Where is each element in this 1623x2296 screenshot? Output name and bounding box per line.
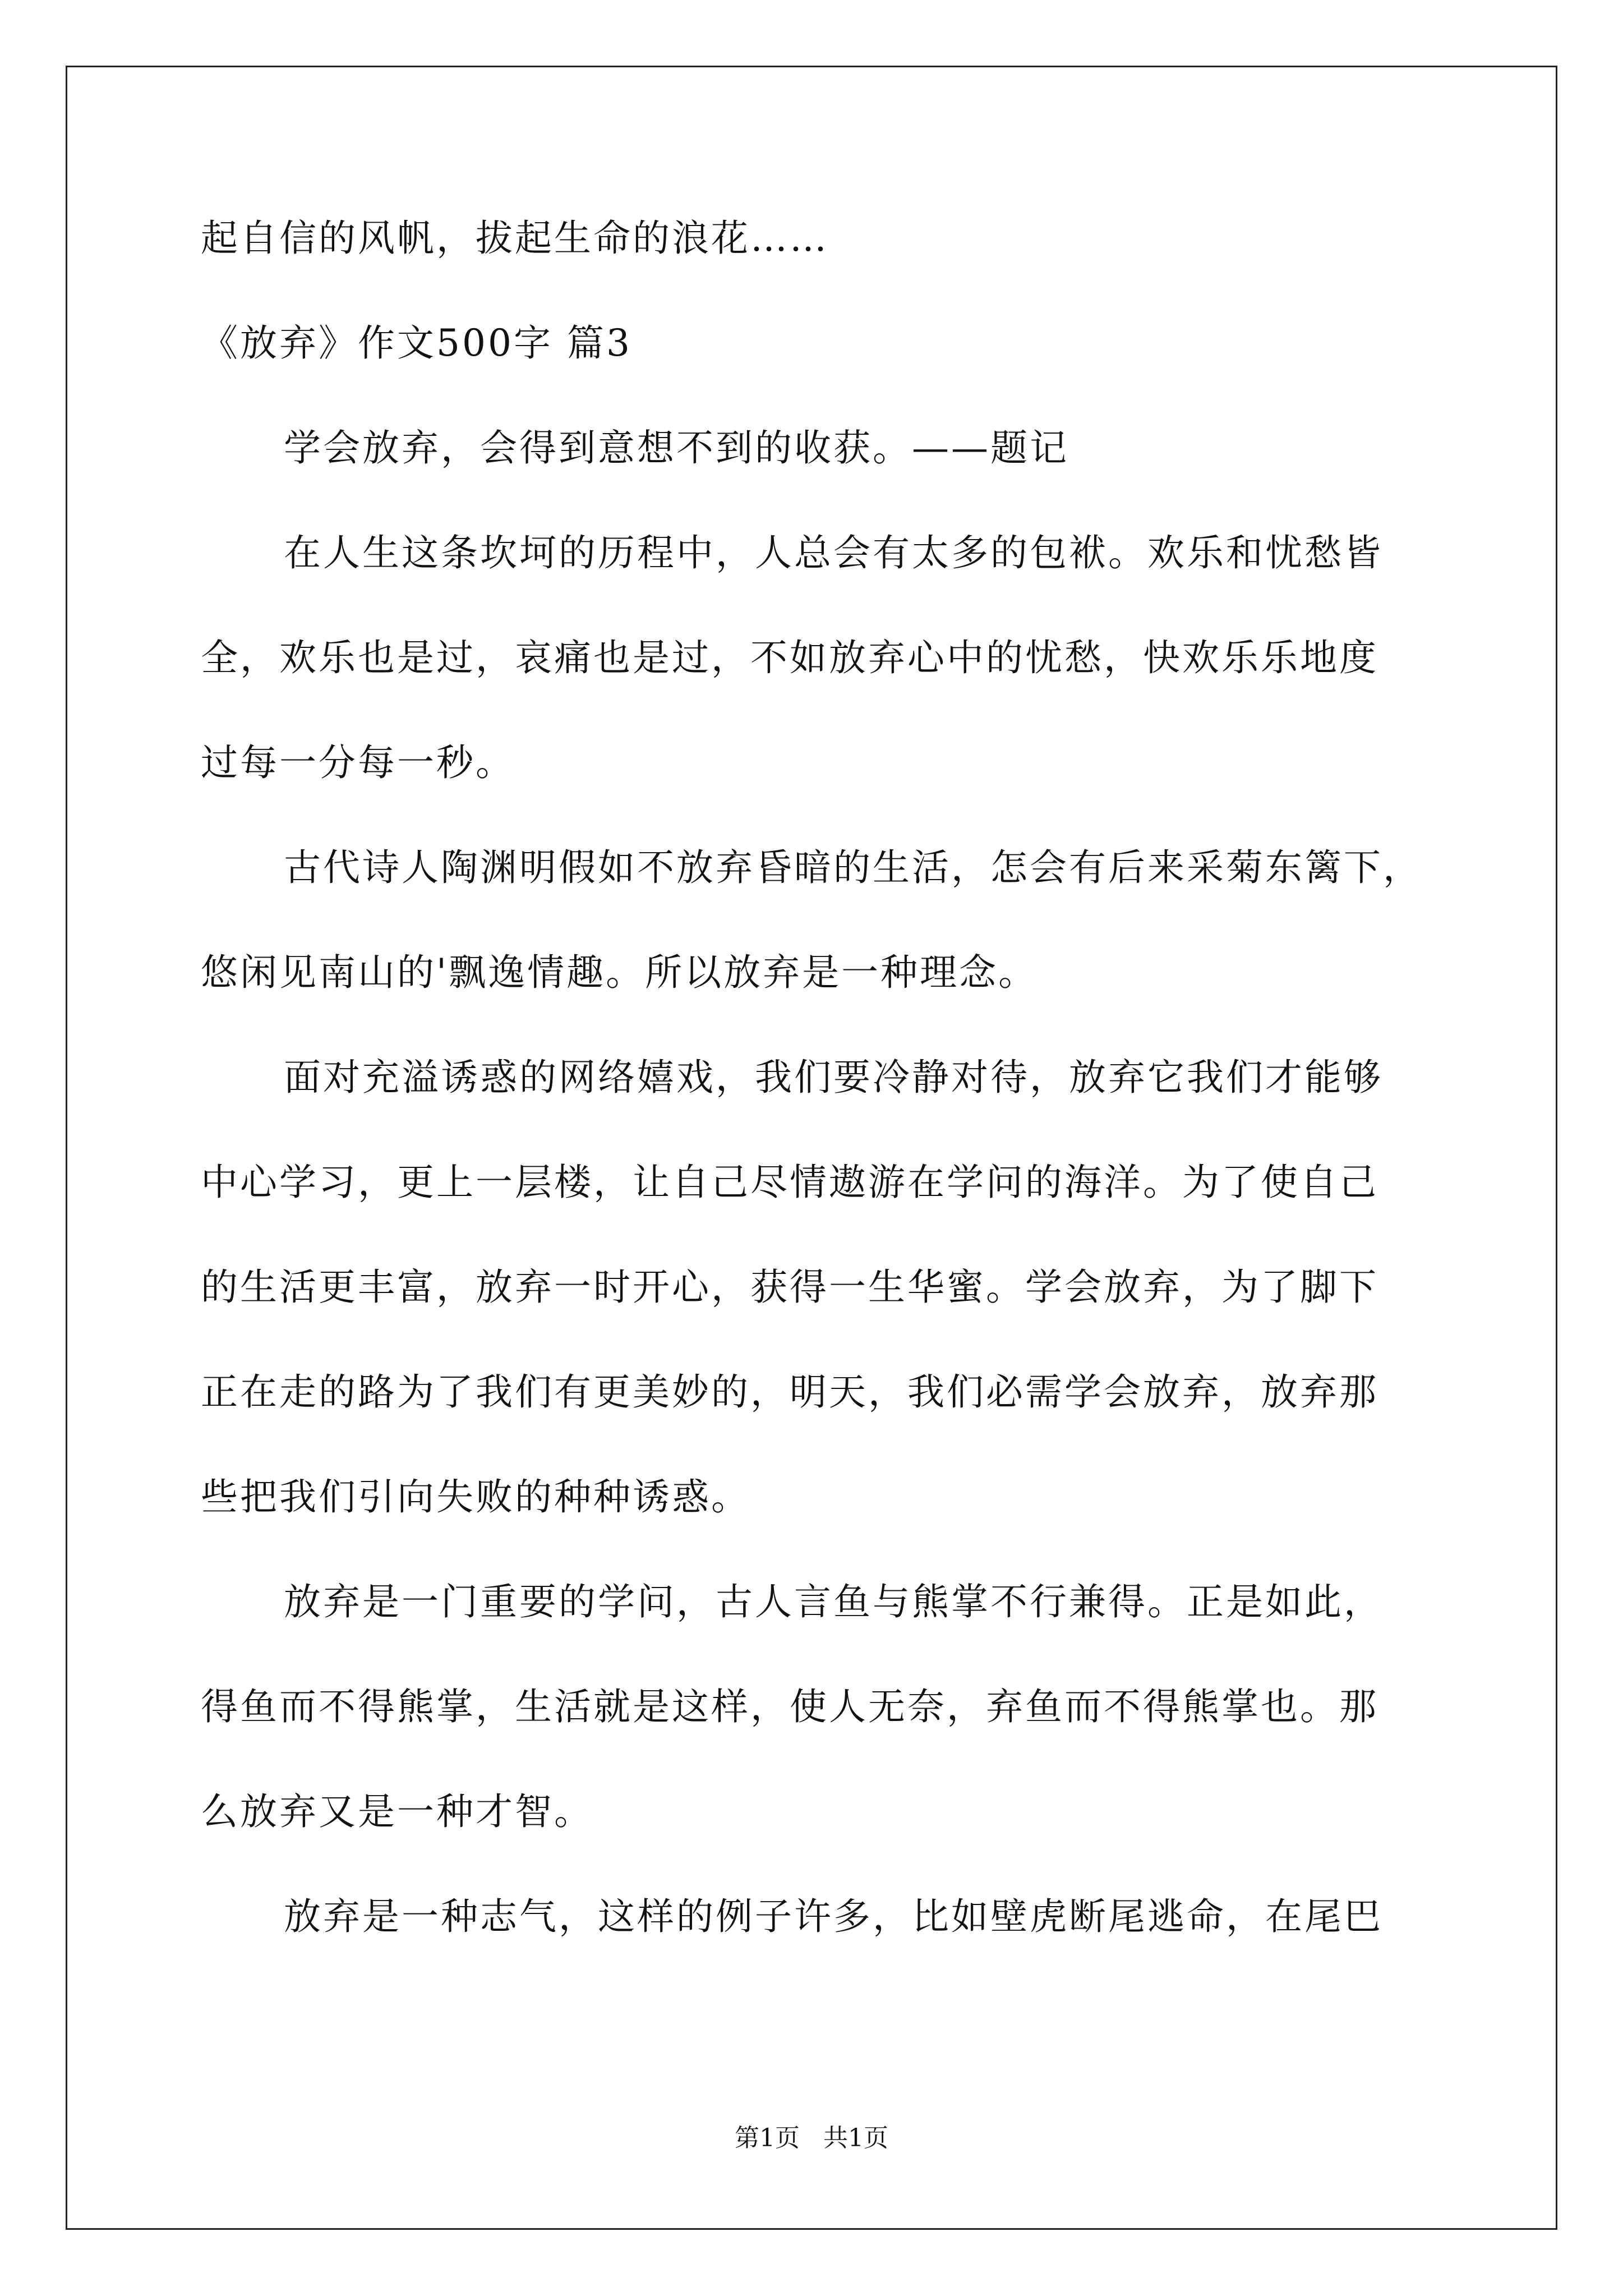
- text-line: 些把我们引向失败的种种诱惑。: [201, 1475, 750, 1519]
- text-line: 起自信的风帆，拔起生命的浪花……: [201, 217, 829, 260]
- text-line: 全，欢乐也是过，哀痛也是过，不如放弃心中的忧愁，快欢乐乐地度: [201, 636, 1378, 679]
- epigraph-line: 学会放弃，会得到意想不到的收获。——题记: [284, 426, 1069, 470]
- text-line: 的生活更丰富，放弃一时开心，获得一生华蜜。学会放弃，为了脚下: [201, 1266, 1378, 1309]
- text-line: 在人生这条坎坷的历程中，人总会有太多的包袱。欢乐和忧愁皆: [284, 531, 1383, 574]
- text-line: 古代诗人陶渊明假如不放弃昏暗的生活，怎会有后来采菊东篱下，: [284, 846, 1422, 889]
- text-line: 过每一分每一秒。: [201, 741, 515, 784]
- page-number-footer: 第1页 共1页: [735, 2124, 888, 2152]
- text-line: 正在走的路为了我们有更美妙的，明天，我们必需学会放弃，放弃那: [201, 1370, 1378, 1414]
- text-line: 放弃是一种志气，这样的例子许多，比如壁虎断尾逃命，在尾巴: [284, 1895, 1383, 1938]
- text-line: 么放弃又是一种才智。: [201, 1790, 593, 1833]
- text-line: 悠闲见南山的'飘逸情趣。所以放弃是一种理念。: [201, 951, 1038, 994]
- section-heading: 《放弃》作文500字 篇3: [201, 321, 632, 365]
- text-line: 放弃是一门重要的学问，古人言鱼与熊掌不行兼得。正是如此，: [284, 1580, 1383, 1623]
- text-line: 得鱼而不得熊掌，生活就是这样，使人无奈，弃鱼而不得熊掌也。那: [201, 1685, 1378, 1728]
- text-line: 中心学习，更上一层楼，让自己尽情遨游在学问的海洋。为了使自己: [201, 1161, 1378, 1204]
- text-line: 面对充溢诱惑的网络嬉戏，我们要冷静对待，放弃它我们才能够: [284, 1056, 1383, 1099]
